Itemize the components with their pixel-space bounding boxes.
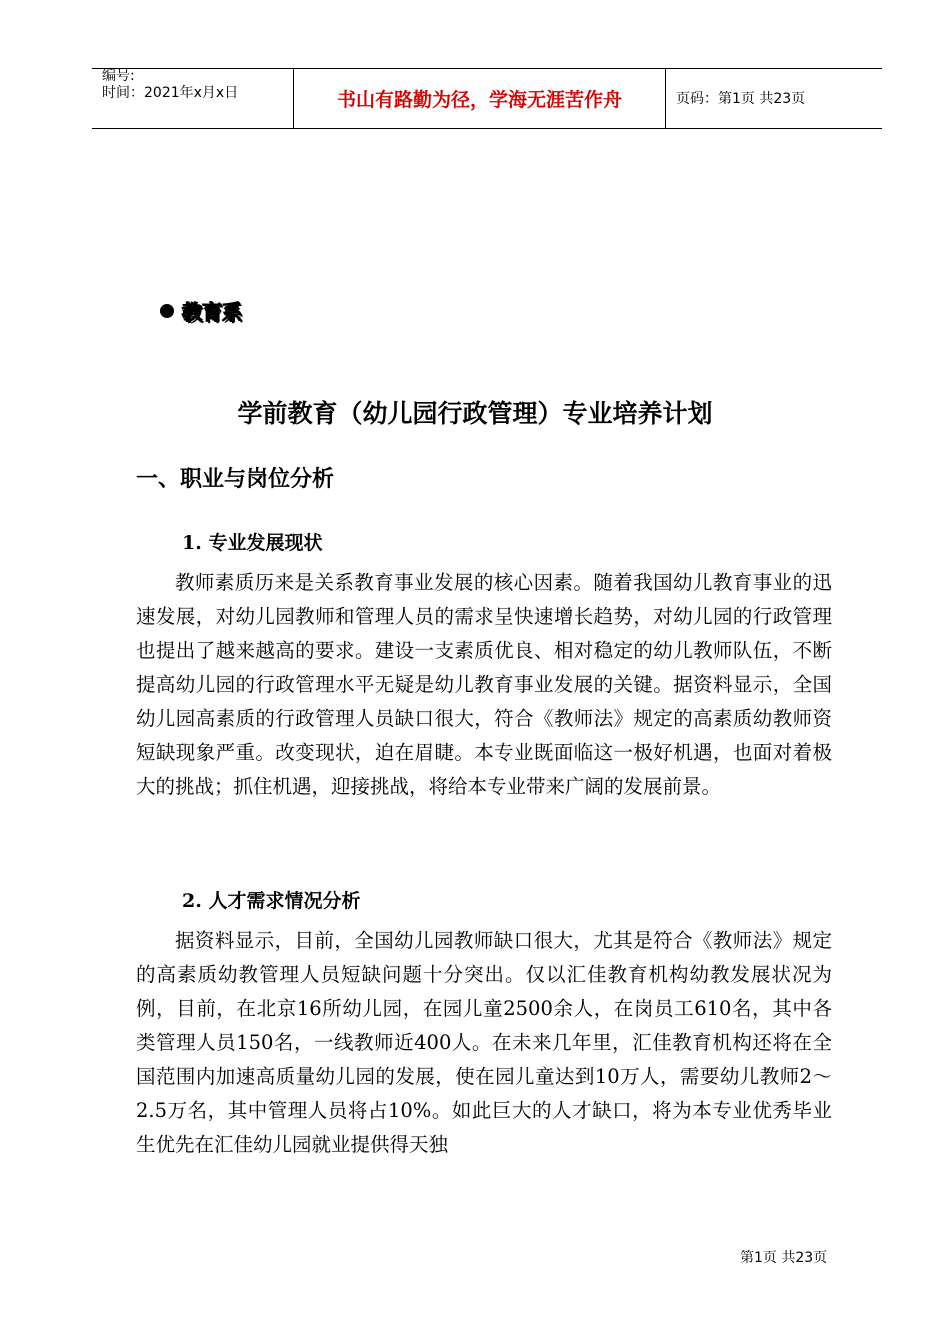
- document-title: 学前教育（幼儿园行政管理）专业培养计划: [237, 399, 713, 428]
- department-row: [160, 296, 242, 325]
- bullet-dot-icon: [160, 304, 174, 318]
- header-divider-right: [665, 68, 666, 128]
- header-motto: 书山有路勤为径，学海无涯苦作舟: [336, 88, 622, 111]
- paragraph-1: 教师素质历来是关系教育事业发展的核心因素。随着我国幼儿教育事业的迅速发展，对幼儿园教师和管理人员的需求呈快速增长趋势，对幼儿园的行政管理也提出了越来越高的要求。建设一支素质优良、相对稳定的幼儿教师队伍，不断提高幼儿园的行政管理水平无疑是幼儿教育事业发展的关键。据资料显示，全国幼儿园高素质的行政管理人员缺口很大，符合《教师法》规定的高素质幼教师资短缺现象严重。改变现状，迫在眉睫。本专业既面临这一极好机遇，也面对着极大的挑战；抓住机遇，迎接挑战，将给本专业带来广阔的发展前景。: [136, 571, 832, 798]
- paragraph-2: 据资料显示，目前，全国幼儿园教师缺口很大，尤其是符合《教师法》规定的高素质幼教管理人员短缺问题十分突出。仅以汇佳教育机构幼教发展状况为例，目前，在北京16所幼儿园，在园儿童2500余人，在岗员工610名，其中各类管理人员150名，一线教师近400人。在未来几年里，汇佳教育机构还将在全国范围内加速高质量幼儿园的发展，使在园儿童达到10万人，需要幼儿教师2～2.5万名，其中管理人员将占10%。如此巨大的人才缺口，将为本专业优秀毕业生优先在汇佳幼儿园就业提供得天独: [136, 929, 832, 1156]
- footer-page-info: 第1页 共23页: [740, 1250, 828, 1266]
- department-label: 教育系: [182, 300, 242, 324]
- subsection-heading-2: 2. 人才需求情况分析: [182, 890, 361, 912]
- header-bottom-rule: [92, 128, 882, 129]
- header-meta: [102, 68, 238, 102]
- section-heading: 一、职业与岗位分析: [136, 467, 335, 492]
- subsection-heading-1: 1. 专业发展现状: [182, 532, 323, 554]
- header-time-label: 时间：2021年x月x日: [102, 85, 239, 101]
- header-number-label: 编号:: [102, 68, 135, 84]
- header-page-info: 页码：第1页 共23页: [676, 91, 806, 107]
